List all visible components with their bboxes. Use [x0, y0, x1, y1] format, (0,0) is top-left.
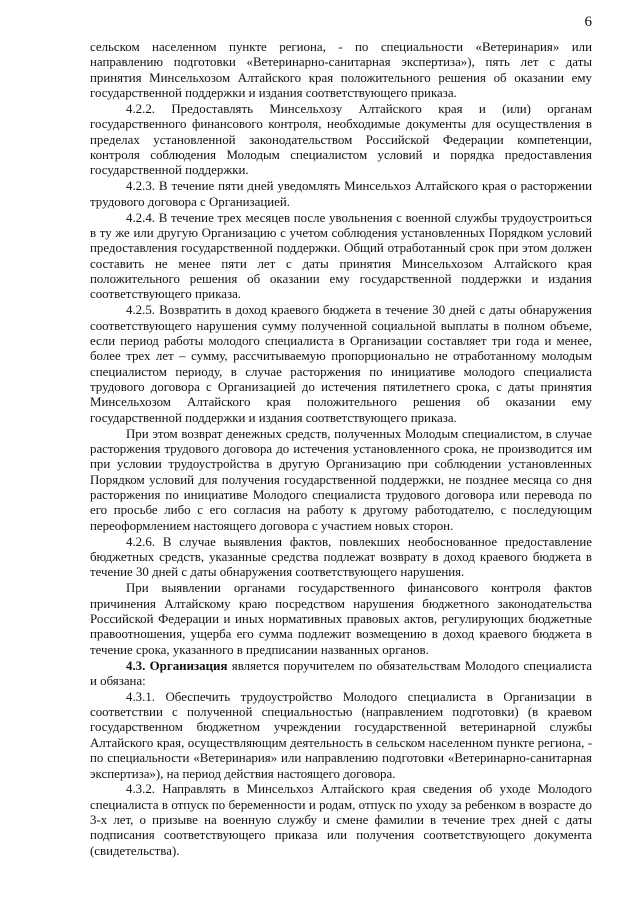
section-heading: 4.3. Организация	[126, 658, 228, 673]
paragraph-financial-control	[90, 581, 592, 658]
paragraph-text: 4.3.1. Обеспечить трудоустройство Молодого специалиста в Организации в соответствии с полученной специальностью (направлением подготовки) (в краевом государственном бюджетном учреждении государственной ветеринарной службы Алтайского края, осуществляющим деятельность в сельском населенном пункте региона, - по специальности «Ветеринария» или направлению подготовки «Ветеринарно-санитарная экспертиза»), на период действия настоящего договора.	[90, 689, 592, 781]
paragraph-4-3	[90, 659, 592, 690]
paragraph-text: 4.3.2. Направлять в Минсельхоз Алтайского края сведения об уходе Молодого специалиста в отпуск по беременности и родам, отпуск по уходу за ребенком в возрасте до 3-х лет, о призыве на военную службу и смене фамилии в течение трех дней с даты подписания соответствующего приказа или получения соответствующего документа (свидетельства).	[90, 782, 592, 858]
paragraph-text: 4.2.6. В случае выявления фактов, повлекших необоснованное предоставление бюджетных средств, указанные средства подлежат возврату в доход краевого бюджета в течение 30 дней с даты обнаружения соответствующего нарушения.	[90, 534, 592, 580]
page-number: 6	[584, 14, 592, 30]
paragraph-4-2-6	[90, 535, 592, 581]
paragraph-4-3-1	[90, 690, 592, 782]
paragraph-text: При выявлении органами государственного финансового контроля фактов причинения Алтайскому краю посредством нарушения бюджетного законодательства Российской Федерации и иных нормативных правовых актов, регулирующих бюджетные правоотношения, ущерба его сумма подлежит возмещению в доход краевого бюджета в течение срока, указанного в предписании названных органов.	[90, 581, 592, 657]
paragraph-4-2-4	[90, 211, 592, 303]
document-body	[90, 40, 592, 859]
paragraph-4-2-2	[90, 102, 592, 179]
paragraph-text: При этом возврат денежных средств, полученных Молодым специалистом, в случае расторжения трудового договора до истечения установленного срока, не производится им при условии трудоустройства в другую Организацию при соблюдении установленных Порядком условий для получения государственной поддержки, не позднее месяца со дня расторжения по инициативе Молодого специалиста трудового договора или перевода по его просьбе либо с его согласия на работу к другому работодателю, с последующим переоформлением настоящего договора с участием новых сторон.	[90, 426, 592, 533]
paragraph-text: сельском населенном пункте региона, - по специальности «Ветеринария» или направлению подготовки «Ветеринарно-санитарная экспертиза»), пять лет с даты принятия Минсельхозом Алтайского края положительного решения об оказании ему государственной поддержки и издания соответствующего приказа.	[90, 40, 592, 101]
paragraph-text: 4.2.3. В течение пяти дней уведомлять Минсельхоз Алтайского края о расторжении трудового договора с Организацией.	[90, 179, 592, 209]
paragraph-4-2-5	[90, 303, 592, 426]
paragraph-text: 4.2.2. Предоставлять Минсельхозу Алтайского края и (или) органам государственного финансового контроля, необходимые документы для осуществления в пределах установленной законодательством Российской Федерации компетенции, контроля соблюдения Молодым специалистом условий и порядка предоставления государственной поддержки.	[90, 101, 592, 178]
paragraph-4-3-2	[90, 782, 592, 859]
paragraph-continuation	[90, 40, 592, 101]
paragraph-text: является поручителем по обязательствам Молодого специалиста и обязана:	[90, 658, 592, 688]
paragraph-text: 4.2.4. В течение трех месяцев после увольнения с военной службы трудоустроиться в ту же или другую Организацию с учетом соблюдения установленных Порядком условий предоставления государственной поддержки. Общий отработанный срок при этом должен составить не менее пяти лет с даты принятия Минсельхозом Алтайского края положительного решения об оказании ему государственной поддержки и издания соответствующего приказа.	[90, 210, 592, 302]
paragraph-refund-exception	[90, 427, 592, 534]
paragraph-4-2-3	[90, 179, 592, 210]
paragraph-text: 4.2.5. Возвратить в доход краевого бюджета в течение 30 дней с даты обнаружения соответствующего нарушения сумму полученной социальной выплаты в полном объеме, если период работы молодого специалиста в Организации составляет три года и менее, более трех лет – сумму, рассчитываемую пропорционально не отработанному молодым специалистом периоду, в случае расторжения по инициативе молодого специалиста трудового договора с Организацией до истечения пятилетнего срока, с даты принятия Минсельхозом Алтайского края положительного решения об оказании ему государственной поддержки и издания соответствующего приказа.	[90, 303, 592, 425]
